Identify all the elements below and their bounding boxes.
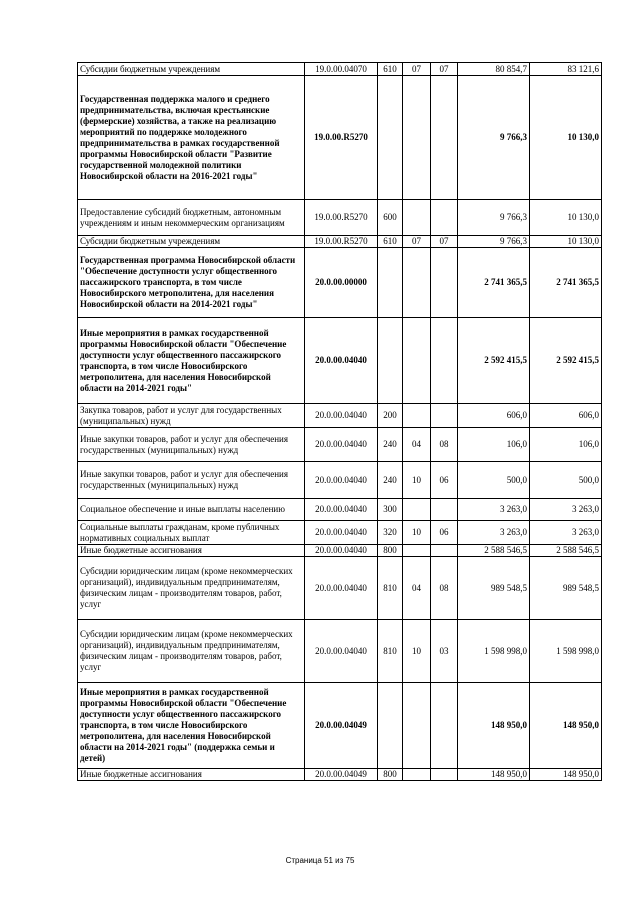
cell-rz: 10 xyxy=(403,462,431,499)
cell-vr: 600 xyxy=(378,200,403,236)
cell-vr: 800 xyxy=(378,769,403,781)
cell-sum-2020: 148 950,0 xyxy=(458,683,530,769)
cell-pr: 06 xyxy=(431,462,458,499)
cell-pr: 03 xyxy=(431,620,458,683)
cell-pr xyxy=(431,545,458,557)
cell-sum-2021: 2 588 546,5 xyxy=(530,545,602,557)
cell-sum-2020: 2 592 415,5 xyxy=(458,318,530,404)
cell-sum-2020: 2 588 546,5 xyxy=(458,545,530,557)
cell-rz xyxy=(403,200,431,236)
cell-rz: 10 xyxy=(403,620,431,683)
cell-sum-2021: 10 130,0 xyxy=(530,200,602,236)
cell-name: Иные бюджетные ассигнования xyxy=(78,545,305,557)
cell-name: Социальное обеспечение и иные выплаты населению xyxy=(78,499,305,521)
cell-vr: 300 xyxy=(378,499,403,521)
cell-pr xyxy=(431,248,458,318)
cell-rz: 04 xyxy=(403,428,431,462)
cell-rz: 07 xyxy=(403,236,431,248)
cell-vr xyxy=(378,248,403,318)
table-row xyxy=(78,521,602,545)
cell-name: Субсидии бюджетным учреждениям xyxy=(78,236,305,248)
cell-vr: 240 xyxy=(378,428,403,462)
cell-sum-2020: 9 766,3 xyxy=(458,200,530,236)
cell-vr: 610 xyxy=(378,63,403,76)
cell-csr: 19.0.00.R5270 xyxy=(305,200,378,236)
table-row xyxy=(78,557,602,620)
cell-vr: 610 xyxy=(378,236,403,248)
budget-table xyxy=(77,62,602,781)
cell-csr: 20.0.00.04040 xyxy=(305,557,378,620)
cell-name: Иные бюджетные ассигнования xyxy=(78,769,305,781)
cell-sum-2021: 2 741 365,5 xyxy=(530,248,602,318)
cell-vr: 810 xyxy=(378,557,403,620)
cell-csr: 20.0.00.00000 xyxy=(305,248,378,318)
cell-csr: 20.0.00.04040 xyxy=(305,620,378,683)
cell-rz xyxy=(403,248,431,318)
cell-pr xyxy=(431,404,458,428)
cell-pr: 07 xyxy=(431,63,458,76)
cell-sum-2021: 3 263,0 xyxy=(530,499,602,521)
cell-name: Государственная поддержка малого и среднего предпринимательства, включая крестьянские (фермерские) хозяйства, а также на реализацию мероприятий по поддержке молодежного предпринимательства в рамках государственной программы Новосибирской области "Развитие государственной молодежной политики Новосибирской области на 2016-2021 годы" xyxy=(78,76,305,200)
page-footer: Страница 51 из 75 xyxy=(285,856,355,865)
cell-sum-2021: 83 121,6 xyxy=(530,63,602,76)
table-row xyxy=(78,248,602,318)
cell-sum-2021: 1 598 998,0 xyxy=(530,620,602,683)
cell-pr: 07 xyxy=(431,236,458,248)
cell-pr xyxy=(431,318,458,404)
cell-csr: 20.0.00.04049 xyxy=(305,683,378,769)
cell-sum-2021: 606,0 xyxy=(530,404,602,428)
cell-sum-2021: 2 592 415,5 xyxy=(530,318,602,404)
cell-name: Социальные выплаты гражданам, кроме публичных нормативных социальных выплат xyxy=(78,521,305,545)
table-row xyxy=(78,63,602,76)
cell-rz: 07 xyxy=(403,63,431,76)
cell-csr: 20.0.00.04040 xyxy=(305,428,378,462)
cell-rz xyxy=(403,769,431,781)
cell-csr: 19.0.00.04070 xyxy=(305,63,378,76)
table-row xyxy=(78,236,602,248)
cell-name: Закупка товаров, работ и услуг для государственных (муниципальных) нужд xyxy=(78,404,305,428)
cell-sum-2020: 148 950,0 xyxy=(458,769,530,781)
cell-pr xyxy=(431,200,458,236)
cell-rz: 04 xyxy=(403,557,431,620)
table-row xyxy=(78,545,602,557)
cell-name: Предоставление субсидий бюджетным, автономным учреждениям и иным некоммерческим организациям xyxy=(78,200,305,236)
cell-pr: 08 xyxy=(431,428,458,462)
cell-pr: 08 xyxy=(431,557,458,620)
cell-sum-2021: 148 950,0 xyxy=(530,769,602,781)
cell-csr: 20.0.00.04040 xyxy=(305,404,378,428)
cell-vr xyxy=(378,318,403,404)
cell-csr: 20.0.00.04040 xyxy=(305,318,378,404)
table-row xyxy=(78,462,602,499)
table-body xyxy=(78,63,602,781)
cell-sum-2020: 9 766,3 xyxy=(458,76,530,200)
cell-name: Государственная программа Новосибирской области "Обеспечение доступности услуг общественного пассажирского транспорта, в том числе Новосибирского метрополитена, для населения Новосибирской области на 2014-2021 годы" xyxy=(78,248,305,318)
cell-csr: 19.0.00.R5270 xyxy=(305,236,378,248)
cell-sum-2021: 10 130,0 xyxy=(530,76,602,200)
cell-name: Субсидии юридическим лицам (кроме некоммерческих организаций), индивидуальным предпринимателям, физическим лицам - производителям товаров, работ, услуг xyxy=(78,620,305,683)
table-row xyxy=(78,683,602,769)
cell-name: Иные мероприятия в рамках государственной программы Новосибирской области "Обеспечение доступности услуг общественного пассажирского транспорта, в том числе Новосибирского метрополитена, для населения Новосибирской области на 2014-2021 годы" (поддержка семьи и детей) xyxy=(78,683,305,769)
cell-vr: 200 xyxy=(378,404,403,428)
cell-vr xyxy=(378,683,403,769)
table-row xyxy=(78,620,602,683)
cell-pr xyxy=(431,683,458,769)
cell-vr: 800 xyxy=(378,545,403,557)
cell-vr: 240 xyxy=(378,462,403,499)
cell-sum-2020: 9 766,3 xyxy=(458,236,530,248)
cell-sum-2020: 989 548,5 xyxy=(458,557,530,620)
cell-rz: 10 xyxy=(403,521,431,545)
cell-csr: 20.0.00.04040 xyxy=(305,499,378,521)
cell-vr: 320 xyxy=(378,521,403,545)
cell-sum-2020: 3 263,0 xyxy=(458,499,530,521)
cell-sum-2020: 3 263,0 xyxy=(458,521,530,545)
cell-csr: 20.0.00.04040 xyxy=(305,462,378,499)
cell-name: Субсидии бюджетным учреждениям xyxy=(78,63,305,76)
cell-sum-2021: 10 130,0 xyxy=(530,236,602,248)
table-row xyxy=(78,769,602,781)
cell-name: Субсидии юридическим лицам (кроме некоммерческих организаций), индивидуальным предпринимателям, физическим лицам - производителям товаров, работ, услуг xyxy=(78,557,305,620)
cell-pr xyxy=(431,499,458,521)
cell-rz xyxy=(403,499,431,521)
table-row xyxy=(78,404,602,428)
cell-csr: 19.0.00.R5270 xyxy=(305,76,378,200)
cell-rz xyxy=(403,318,431,404)
cell-pr xyxy=(431,769,458,781)
cell-sum-2020: 106,0 xyxy=(458,428,530,462)
cell-rz xyxy=(403,404,431,428)
cell-sum-2020: 2 741 365,5 xyxy=(458,248,530,318)
cell-csr: 20.0.00.04040 xyxy=(305,521,378,545)
cell-sum-2021: 500,0 xyxy=(530,462,602,499)
table-row xyxy=(78,499,602,521)
cell-csr: 20.0.00.04040 xyxy=(305,545,378,557)
cell-sum-2021: 106,0 xyxy=(530,428,602,462)
cell-pr xyxy=(431,76,458,200)
cell-vr: 810 xyxy=(378,620,403,683)
cell-pr: 06 xyxy=(431,521,458,545)
cell-name: Иные мероприятия в рамках государственной программы Новосибирской области "Обеспечение доступности услуг общественного пассажирского транспорта, в том числе Новосибирского метрополитена, для населения Новосибирской области на 2014-2021 годы" xyxy=(78,318,305,404)
cell-sum-2021: 148 950,0 xyxy=(530,683,602,769)
cell-sum-2020: 1 598 998,0 xyxy=(458,620,530,683)
cell-sum-2020: 80 854,7 xyxy=(458,63,530,76)
table-row xyxy=(78,318,602,404)
table-row xyxy=(78,428,602,462)
cell-rz xyxy=(403,545,431,557)
cell-vr xyxy=(378,76,403,200)
cell-name: Иные закупки товаров, работ и услуг для обеспечения государственных (муниципальных) нужд xyxy=(78,462,305,499)
cell-sum-2021: 989 548,5 xyxy=(530,557,602,620)
cell-rz xyxy=(403,683,431,769)
cell-rz xyxy=(403,76,431,200)
cell-sum-2020: 500,0 xyxy=(458,462,530,499)
cell-sum-2021: 3 263,0 xyxy=(530,521,602,545)
cell-name: Иные закупки товаров, работ и услуг для обеспечения государственных (муниципальных) нужд xyxy=(78,428,305,462)
table-row xyxy=(78,200,602,236)
table-row xyxy=(78,76,602,200)
cell-sum-2020: 606,0 xyxy=(458,404,530,428)
cell-csr: 20.0.00.04049 xyxy=(305,769,378,781)
